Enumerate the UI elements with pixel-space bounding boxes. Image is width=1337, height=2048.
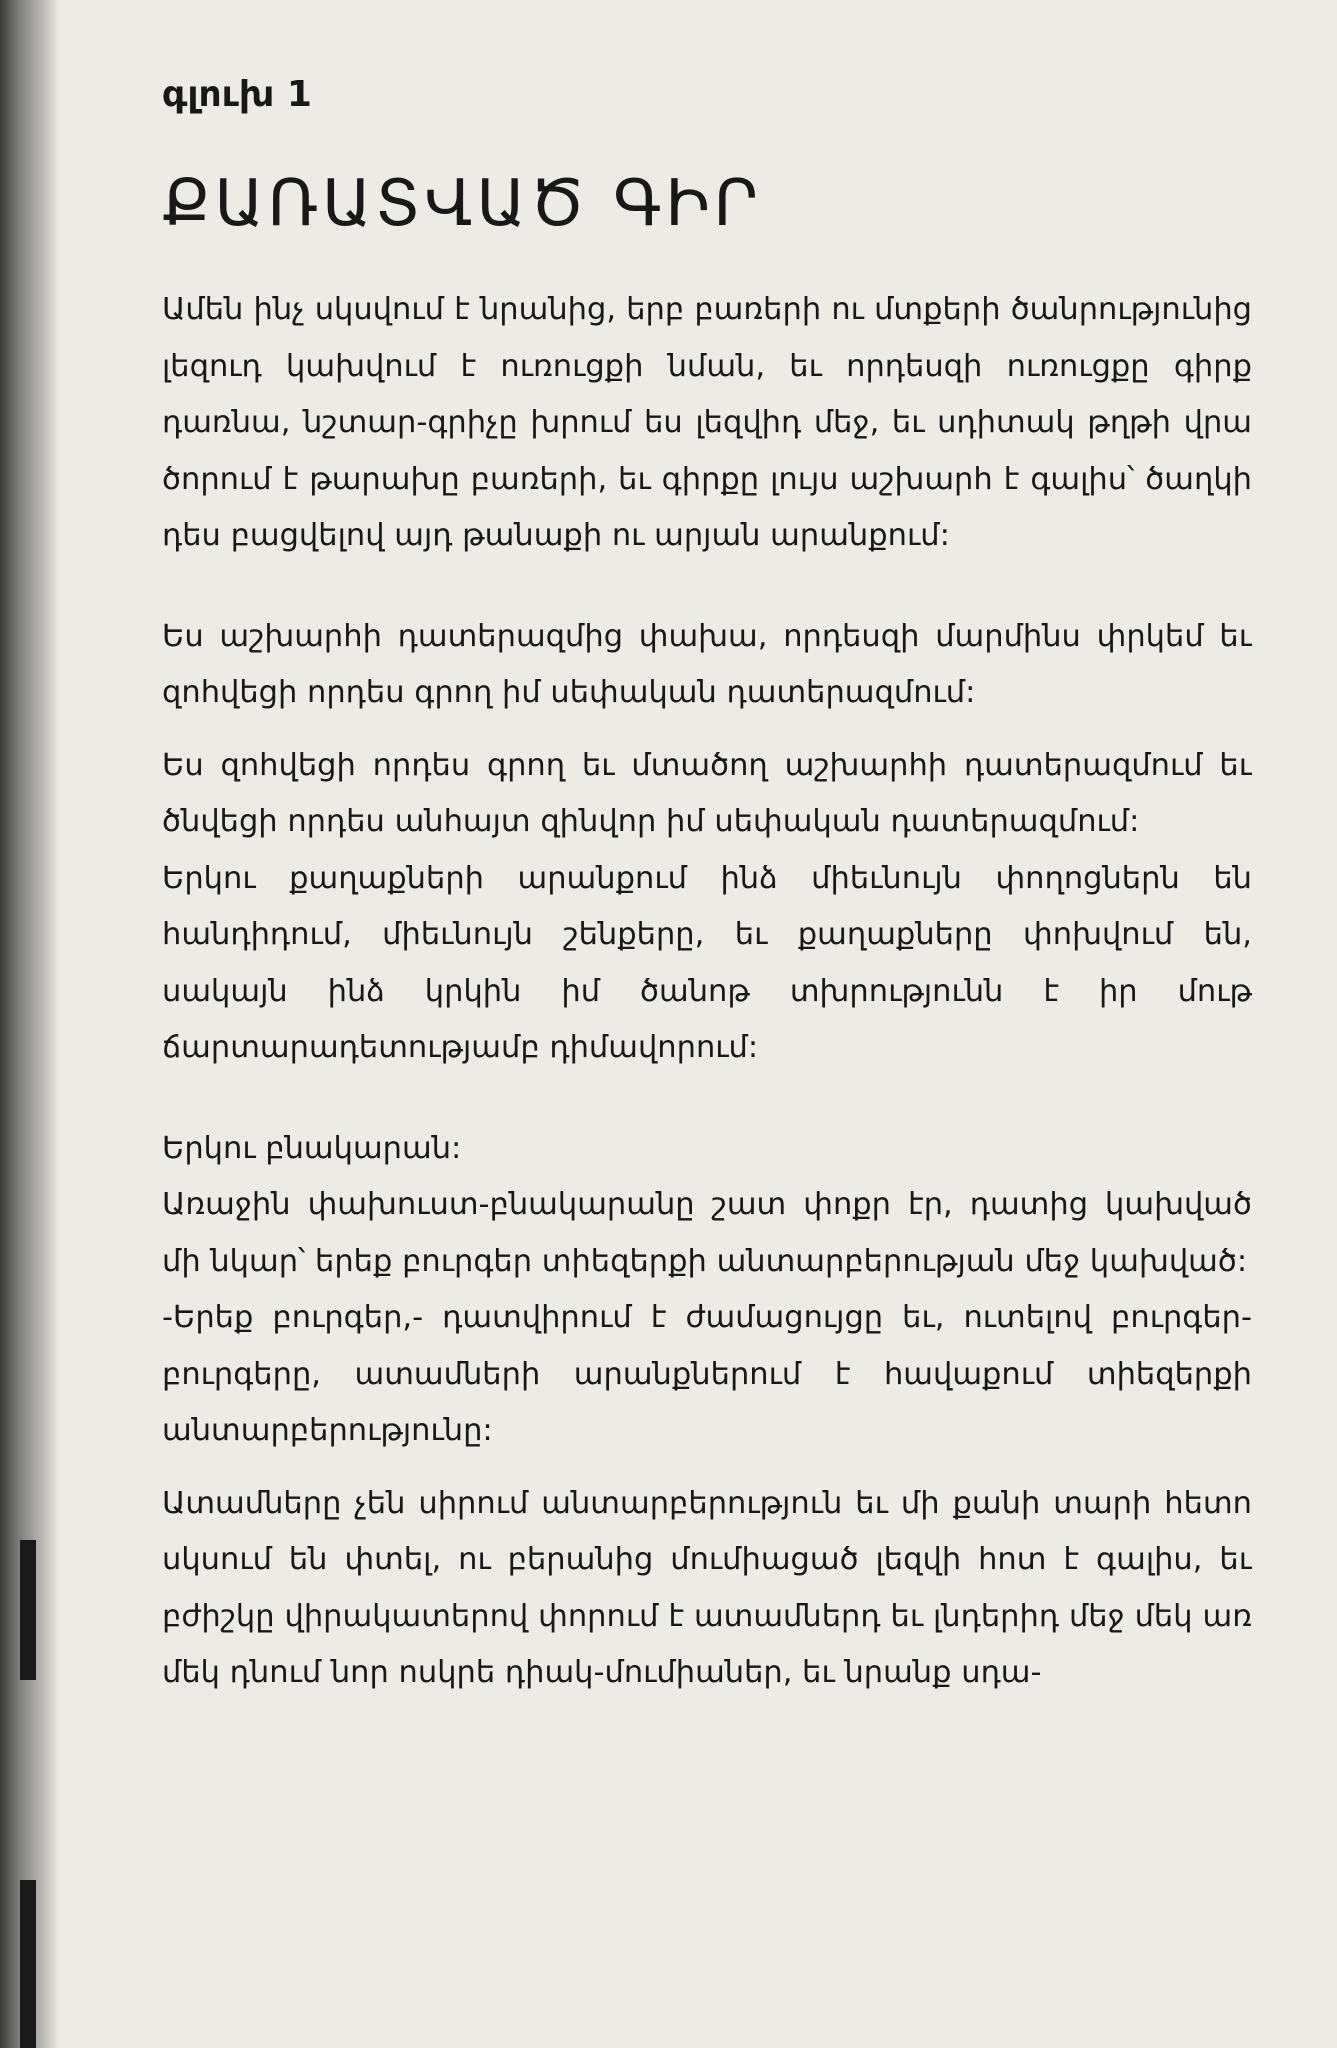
paragraph: Ամեն ինչ սկսվում է նրանից, երբ բառերի ու մտքերի ծանրությունից լեզուդ կախվում է ուռուցքի նման, եւ որդեսզի ուռուցքը գիրք դառնա, նշտար-գրիչը խրում ես լեզվիդ մեջ, եւ սդիտակ թղթի վրա ծորում է թարախը բառերի, եւ գիրքը լույս աշխարհ է գալիս՝ ծաղկի դես բացվելով այդ թանաքի ու արյան արանքում: [162, 292, 1252, 553]
book-spine-shadow [0, 0, 60, 2048]
paragraph: Ես զոհվեցի որդես գրող եւ մտածող աշխարհի դատերազմում եւ ծնվեցի որդես անհայտ զինվոր իմ սեփական դատերազմում: [162, 747, 1252, 839]
paragraph: Երկու բնակարան: [162, 1130, 462, 1166]
paragraph: Երկու քաղաքների արանքում ինձ միեւնույն փողոցներն են հանդիդում, միեւնույն շենքերը, եւ քաղաքները փոխվում են, սակայն ինձ կրկին իմ ծանոթ տխրությունն է իր մութ ճարտարադետությամբ դիմավորում: [162, 860, 1252, 1065]
chapter-label: գլուխ 1 [162, 74, 312, 115]
paragraph: Առաջին փախուստ-բնակարանը շատ փոքր էր, դատից կախված մի նկար՝ երեք բուրգեր տիեզերքի անտարբերության մեջ կախված: [162, 1187, 1252, 1279]
chapter-title: ՔԱՌԱՏՎԱԾ ԳԻՐ [162, 167, 762, 241]
paragraph: -Երեք բուրգեր,- դատվիրում է ժամացույցը եւ, ուտելով բուրգեր-բուրգերը, ատամների արանքներում է հավաքում տիեզերքի անտարբերությունը: [162, 1300, 1252, 1448]
spine-dark-mark [20, 1880, 36, 2048]
paragraph: Ես աշխարհի դատերազմից փախա, որդեսզի մարմինս փրկեմ եւ զոհվեցի որդես գրող իմ սեփական դատերազմում: [162, 618, 1252, 710]
book-page [162, 70, 1252, 2030]
spine-dark-mark [20, 1540, 36, 1680]
paragraph: Ատամները չեն սիրում անտարբերություն եւ մի քանի տարի հետո սկսում են փտել, ու բերանից մումիացած լեզվի հոտ է գալիս, եւ բժիշկը վիրակատերով փորում է ատամներդ եւ լնդերիդ մեջ մեկ առ մեկ դնում նոր ոսկրե դիակ-մումիաներ, եւ նրանք սդա- [162, 1485, 1252, 1690]
